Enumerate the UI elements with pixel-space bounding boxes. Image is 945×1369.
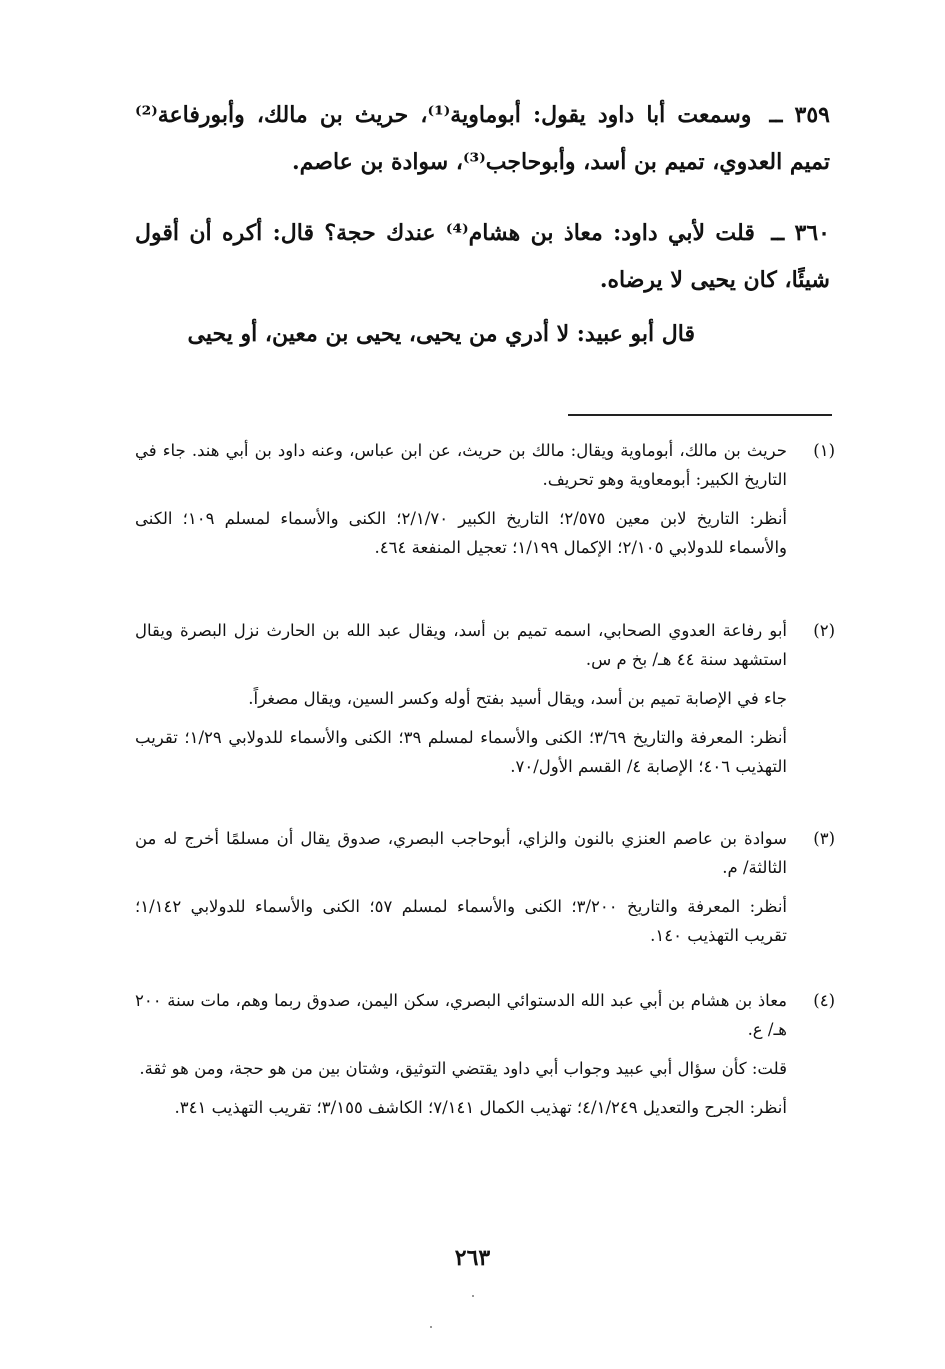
footnote-number: (٢) [813,621,835,640]
footnote-paragraph: أنظر: المعرفة والتاريخ ٣/٦٩؛ الكنى والأسماء لمسلم ٣٩؛ الكنى والأسماء للدولابي ١/٢٩؛ تقريب التهذيب ٤٠٦؛ الإصابة ٤/ القسم الأول/٧٠. [135,728,787,776]
entry-number: ٣٦٠ ــ [771,220,830,246]
page-number: ٢٦٣ [454,1245,491,1271]
footnote-separator [568,414,832,416]
footnote-paragraph: أنظر: التاريخ لابن معين ٢/٥٧٥؛ التاريخ الكبير ٢/١/٧٠؛ الكنى والأسماء لمسلم ١٠٩؛ الكنى والأسماء للدولابي ٢/١٠٥؛ الإكمال ١/١٩٩؛ تعجيل المنفعة ٤٦٤. [135,509,788,557]
footnote-paragraph: حريث بن مالك، أبوماوية ويقال: مالك بن حريث، عن ابن عباس، وعنه داود بن أبي هند. جاء في التاريخ الكبير: أبومعاوية وهو تحريف. [135,441,787,489]
footnote-2 [135,616,835,781]
entry-number: ٣٥٩ ــ [769,102,830,128]
footnote-number: (٤) [813,991,835,1010]
scan-speck [472,1295,474,1297]
entry-text: قلت لأبي داود: معاذ بن هشام⁽⁴⁾ عندك حجة؟ قال: أكره أن أقول شيئًا، كان يحيى لا يرضاه. [135,220,830,293]
footnote-body [135,436,787,562]
footnote-paragraph: جاء في الإصابة تميم بن أسد، ويقال أسيد بفتح أوله وكسر السين، ويقال مصغراً. [248,689,787,708]
entry-text: وسمعت أبا داود يقول: أبوماوية⁽¹⁾، حريث بن مالك، وأبورفاعة⁽²⁾ تميم العدوي، تميم بن أسد، وأبوحاجب⁽³⁾، سوادة بن عاصم. [135,102,830,175]
footnote-1 [135,436,835,562]
footnote-4 [135,986,835,1122]
entry-360 [135,210,830,304]
footnote-body [135,986,787,1122]
entry-359 [135,92,830,186]
footnote-paragraph: أنظر: المعرفة والتاريخ ٣/٢٠٠؛ الكنى والأسماء لمسلم ٥٧؛ الكنى والأسماء للدولابي ١/١٤٢؛ تقريب التهذيب ١٤٠. [135,897,788,945]
footnote-paragraph: معاذ بن هشام بن أبي عبد الله الدستوائي البصري، سكن اليمن، صدوق ربما وهم، مات سنة ٢٠٠ هـ/ ع. [135,991,787,1039]
abu-ubaid-quote: قال أبو عبيد: لا أدري من يحيى، يحيى بن معين، أو يحيى [187,321,695,347]
footnote-number: (١) [813,441,835,460]
footnote-paragraph: أنظر: الجرح والتعديل ٤/١/٢٤٩؛ تهذيب الكمال ٧/١٤١؛ الكاشف ٣/١٥٥؛ تقريب التهذيب ٣٤١. [174,1098,787,1117]
footnote-3 [135,824,835,950]
footnote-paragraph: سوادة بن عاصم العنزي بالنون والزاي، أبوحاجب البصري، صدوق يقال أن مسلمًا أخرج له من الثالثة/ م. [135,829,787,877]
footnote-paragraph: أبو رفاعة العدوي الصحابي، اسمه تميم بن أسد، ويقال عبد الله بن الحارث نزل البصرة ويقال استشهد سنة ٤٤ هـ/ بخ م س. [135,621,787,669]
footnote-body [135,616,787,781]
footnote-number: (٣) [813,829,835,848]
scan-speck [430,1326,432,1328]
footnote-paragraph: قلت: كأن سؤال أبي عبيد وجواب أبي داود يقتضي التوثيق، وشتان بين من هو حجة، ومن هو ثقة. [139,1059,787,1078]
footnote-body [135,824,787,950]
